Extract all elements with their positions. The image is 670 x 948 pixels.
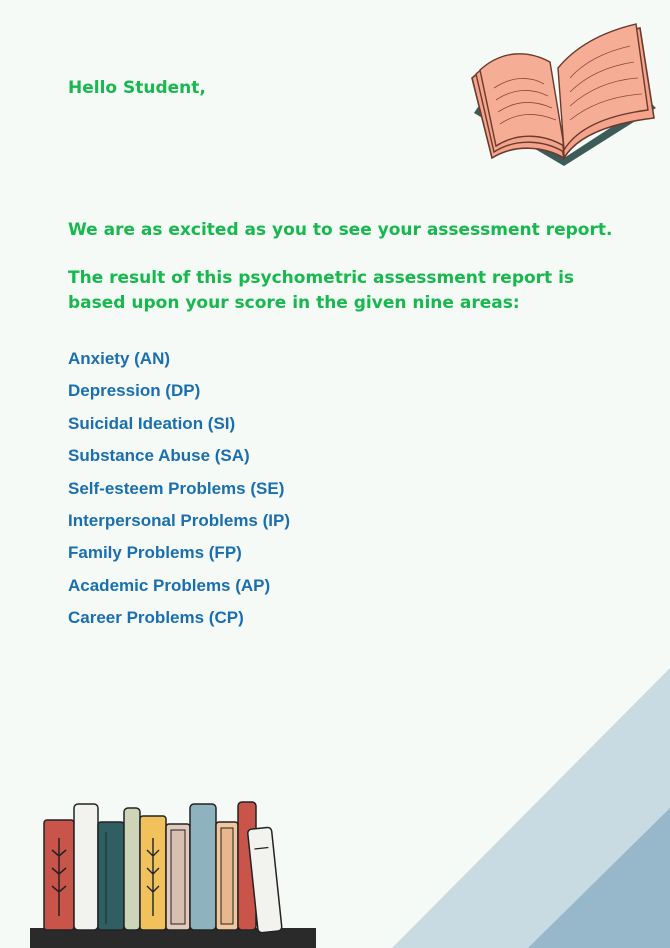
area-suicidal-ideation: Suicidal Ideation (SI) — [68, 413, 236, 433]
bookshelf-icon — [28, 798, 328, 948]
area-interpersonal-problems: Interpersonal Problems (IP) — [68, 510, 290, 530]
area-academic-problems: Academic Problems (AP) — [68, 575, 271, 595]
greeting: Hello Student, — [68, 78, 206, 98]
intro-text: We are as excited as you to see your assessment report. — [68, 220, 613, 240]
area-substance-abuse: Substance Abuse (SA) — [68, 446, 250, 466]
area-self-esteem-problems: Self-esteem Problems (SE) — [68, 478, 285, 498]
area-family-problems: Family Problems (FP) — [68, 543, 242, 563]
open-book-icon — [464, 18, 664, 178]
area-anxiety: Anxiety (AN) — [68, 349, 171, 368]
area-depression: Depression (DP) — [68, 381, 201, 401]
result-description: The result of this psychometric assessment report is based upon your score in the given nine areas: — [68, 268, 575, 313]
assessment-areas-list — [68, 348, 290, 640]
area-career-problems: Career Problems (CP) — [68, 608, 244, 628]
